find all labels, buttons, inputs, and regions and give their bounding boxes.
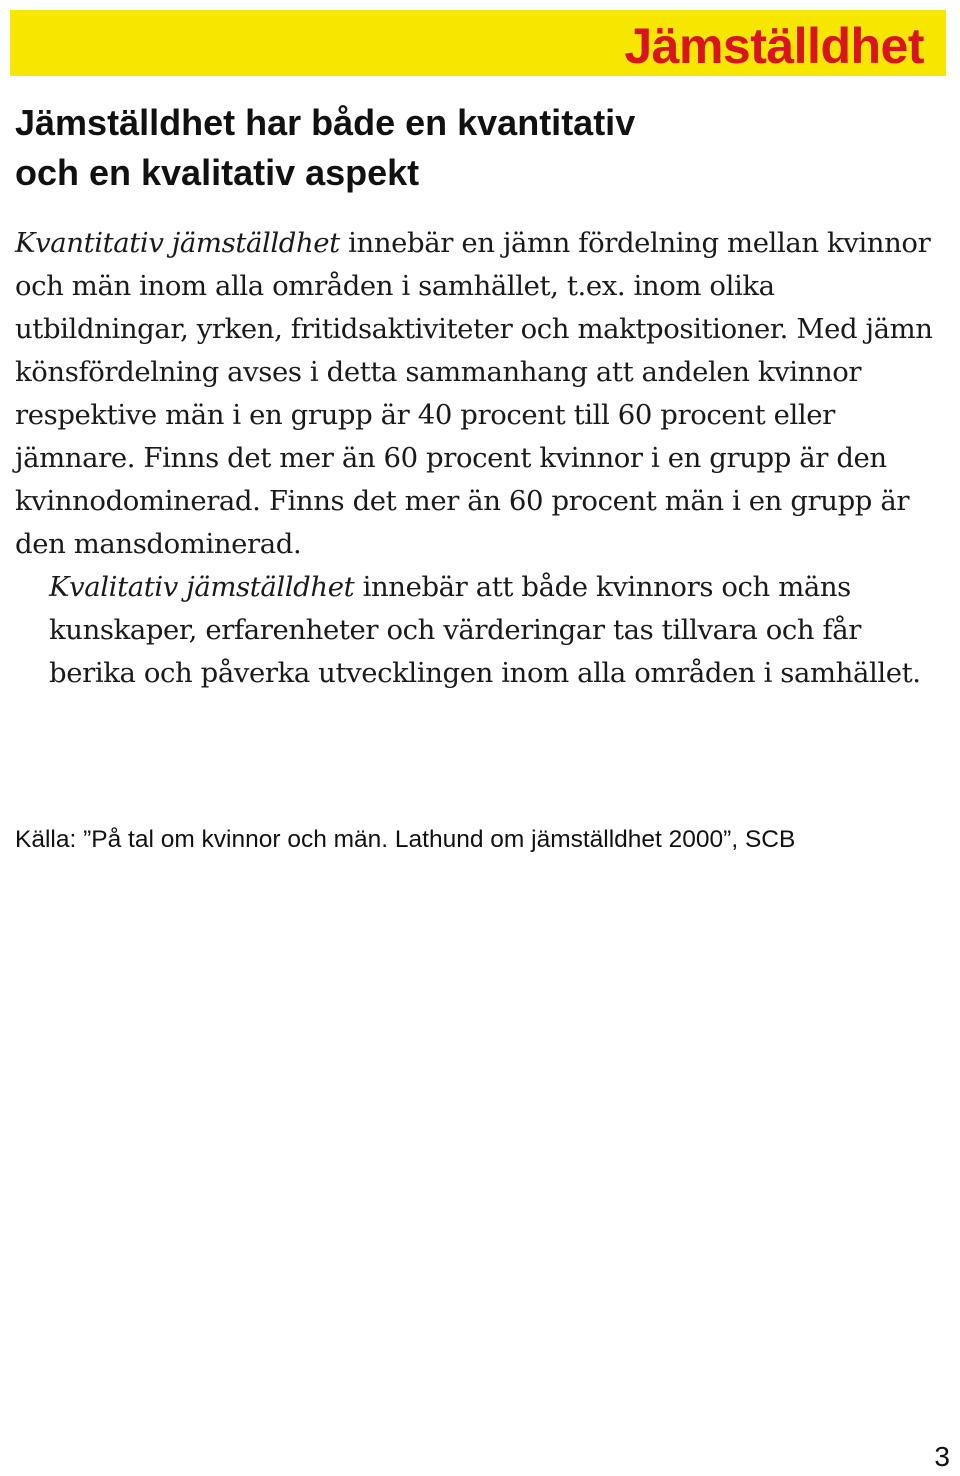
- source-citation: Källa: ”På tal om kvinnor och män. Lathund om jämställdhet 2000”, SCB: [15, 826, 796, 853]
- page-number: 3: [934, 1441, 950, 1472]
- paragraph-quantitative-text: innebär en jämn fördelning mellan kvinnor och män inom alla områden i samhället, t.ex. inom olika utbildningar, yrken, fritidsaktiviteter och maktpositioner. Med jämn könsfördelning avses i detta sammanhang att andelen kvinnor respektive män i en grupp är 40 procent till 60 procent eller jämnare. Finns det mer än 60 procent kvinnor i en grupp är den kvinnodominerad. Finns det mer än 60 procent män i en grupp är den mansdominerad.: [15, 227, 933, 560]
- heading-line-1: Jämställdhet har både en kvantitativ: [15, 102, 636, 143]
- term-qualitative: Kvalitativ jämställdhet: [49, 571, 355, 603]
- term-quantitative: Kvantitativ jämställdhet: [15, 227, 340, 259]
- paragraph-quantitative: [15, 222, 940, 566]
- section-title: Jämställdhet: [624, 18, 924, 74]
- paragraph-qualitative: [15, 566, 940, 695]
- section-banner: [10, 10, 946, 76]
- paragraph-qualitative-text: innebär att både kvinnors och mäns kunskaper, erfarenheter och värderingar tas tillvara och får berika och påverka utvecklingen inom alla områden i samhället.: [49, 571, 921, 689]
- article-heading: [15, 98, 915, 198]
- article-body: [15, 222, 940, 695]
- heading-line-2: och en kvalitativ aspekt: [15, 152, 420, 193]
